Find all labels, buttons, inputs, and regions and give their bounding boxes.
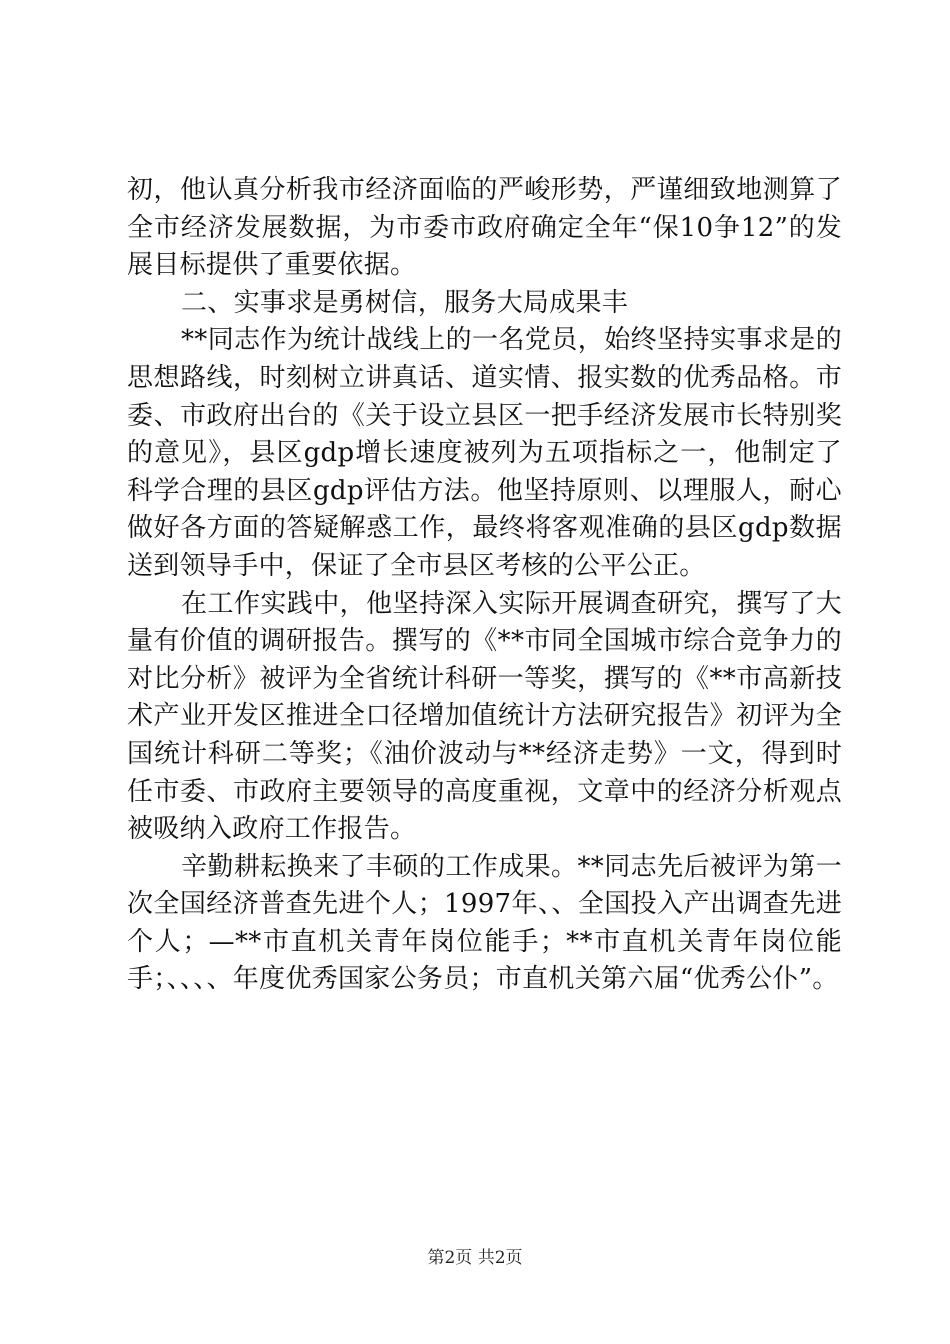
body-paragraph: **同志作为统计战线上的一名党员，始终坚持实事求是的思想路线，时刻树立讲真话、道实情、报实数的优秀品格。市委、市政府出台的《关于设立县区一把手经济发展市长特别奖的意见》，县区gdp增长速度被列为五项指标之一，他制定了科学合理的县区gdp评估方法。他坚持原则、以理服人，耐心做好各方面的答疑解惑工作，最终将客观准确的县区gdp数据送到领导手中，保证了全市县区考核的公平公正。 xyxy=(127,325,842,581)
page-number-footer: 第2页 共2页 xyxy=(427,1248,523,1268)
body-paragraph: 辛勤耕耘换来了丰硕的工作成果。**同志先后被评为第一次全国经济普查先进个人；1997年、、全国投入产出调查先进个人；—**市直机关青年岗位能手；**市直机关青年岗位能手；、、、、年度优秀国家公务员；市直机关第六届“优秀公仆”。 xyxy=(127,851,842,995)
section-heading: 二、实事求是勇树信，服务大局成果丰 xyxy=(181,287,629,318)
document-body xyxy=(127,172,842,999)
body-paragraph: 初，他认真分析我市经济面临的严峻形势，严谨细致地测算了全市经济发展数据，为市委市政府确定全年“保10争12”的发展目标提供了重要依据。 xyxy=(127,175,842,281)
body-paragraph: 在工作实践中，他坚持深入实际开展调查研究，撰写了大量有价值的调研报告。撰写的《**市同全国城市综合竞争力的对比分析》被评为全省统计科研一等奖，撰写的《**市高新技术产业开发区推进全口径增加值统计方法研究报告》初评为全国统计科研二等奖；《油价波动与**经济走势》一文，得到时任市委、市政府主要领导的高度重视，文章中的经济分析观点被吸纳入政府工作报告。 xyxy=(127,588,842,845)
